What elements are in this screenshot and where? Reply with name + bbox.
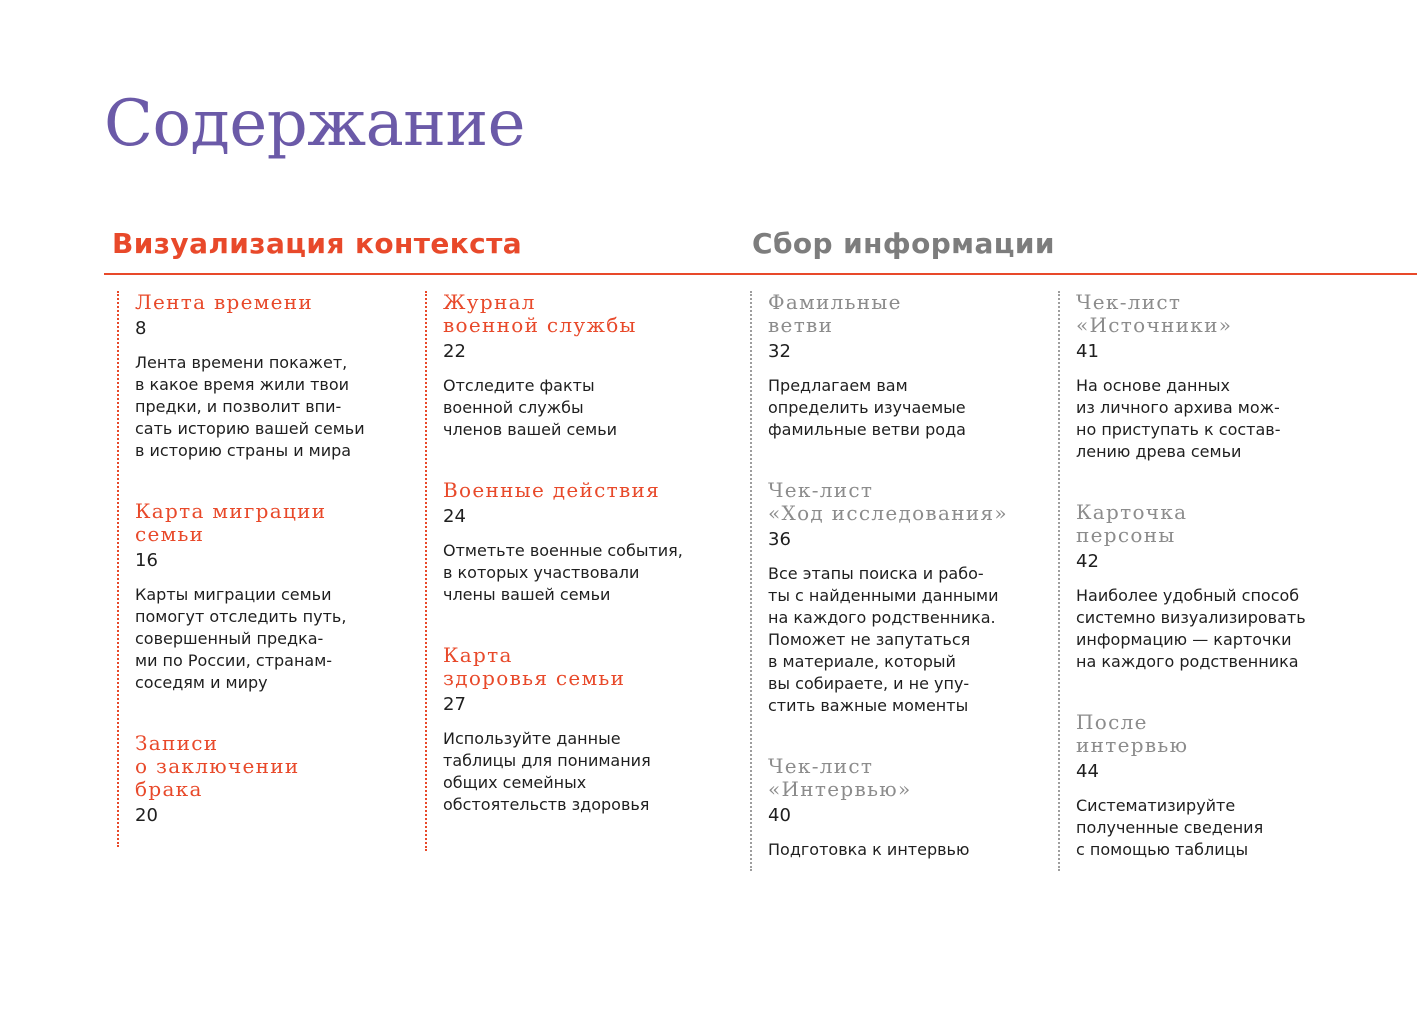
toc-column-4: [1058, 291, 1352, 871]
toc-entry-page: 40: [768, 805, 791, 826]
toc-entry-desc: Отследите факты военной службы членов вашей семьи: [443, 376, 618, 439]
toc-entry-desc: На основе данных из личного архива мож- но приступать к состав- лению древа семьи: [1076, 376, 1281, 461]
section-heading-visualization: Визуализация контекста: [112, 227, 523, 260]
section-heading-info-collection: Сбор информации: [752, 227, 1055, 260]
toc-entry-title: Фамильные ветви: [768, 290, 902, 337]
section-divider: [104, 273, 1417, 275]
toc-entry-desc: Подготовка к интервью: [768, 840, 970, 859]
toc-entry-sources-checklist[interactable]: [1076, 291, 1352, 463]
toc-entry-title: Карта здоровья семьи: [443, 643, 626, 690]
toc-entry-page: 44: [1076, 761, 1099, 782]
toc-entry-person-card[interactable]: [1076, 501, 1352, 673]
toc-column-3: [750, 291, 1044, 871]
toc-entry-title: Записи о заключении брака: [135, 731, 300, 801]
toc-entry-title: Карточка персоны: [1076, 500, 1188, 547]
toc-entry-desc: Наиболее удобный способ системно визуализировать информацию — карточки на каждого родственника: [1076, 586, 1306, 671]
toc-entry-desc: Используйте данные таблицы для понимания общих семейных обстоятельств здоровья: [443, 729, 651, 814]
toc-entry-health-map[interactable]: [443, 644, 719, 816]
toc-entry-page: 24: [443, 506, 466, 527]
toc-entry-military-journal[interactable]: [443, 291, 719, 441]
toc-column-1: [117, 291, 411, 847]
toc-entry-research-checklist[interactable]: [768, 479, 1044, 717]
toc-entry-page: 8: [135, 318, 147, 339]
toc-entry-family-branches[interactable]: [768, 291, 1044, 441]
page-title: Содержание: [104, 87, 525, 161]
toc-entry-page: 27: [443, 694, 466, 715]
toc-entry-desc: Систематизируйте полученные сведения с помощью таблицы: [1076, 796, 1264, 859]
toc-entry-after-interview[interactable]: [1076, 711, 1352, 861]
toc-entry-page: 20: [135, 805, 158, 826]
toc-entry-title: Военные действия: [443, 478, 661, 502]
toc-entry-page: 16: [135, 550, 158, 571]
toc-entry-military-actions[interactable]: [443, 479, 719, 606]
toc-entry-desc: Отметьте военные события, в которых участвовали члены вашей семьи: [443, 541, 683, 604]
toc-column-2: [425, 291, 719, 851]
toc-entry-page: 42: [1076, 551, 1099, 572]
toc-entry-title: Журнал военной службы: [443, 290, 637, 337]
toc-entry-timeline[interactable]: [135, 291, 411, 462]
toc-entry-title: Чек-лист «Источники»: [1076, 290, 1233, 337]
toc-entry-desc: Лента времени покажет, в какое время жили твои предки, и позволит впи- сать историю вашей семьи в историю страны и мира: [135, 353, 365, 460]
toc-entry-desc: Предлагаем вам определить изучаемые фамильные ветви рода: [768, 376, 966, 439]
toc-entry-title: Чек-лист «Интервью»: [768, 754, 912, 801]
toc-entry-page: 41: [1076, 341, 1099, 362]
toc-entry-marriage-records[interactable]: [135, 732, 411, 827]
toc-entry-migration-map[interactable]: [135, 500, 411, 694]
toc-entry-title: Лента времени: [135, 290, 314, 314]
toc-entry-title: Карта миграции семьи: [135, 499, 327, 546]
toc-entry-page: 32: [768, 341, 791, 362]
toc-entry-title: Чек-лист «Ход исследования»: [768, 478, 1008, 525]
toc-entry-desc: Все этапы поиска и рабо- ты с найденными данными на каждого родственника. Поможет не запутаться в материале, который вы собираете, и не упу- стить важные моменты: [768, 564, 999, 715]
toc-entry-desc: Карты миграции семьи помогут отследить путь, совершенный предка- ми по России, странам- соседям и миру: [135, 585, 347, 692]
toc-entry-title: После интервью: [1076, 710, 1189, 757]
toc-entry-interview-checklist[interactable]: [768, 755, 1044, 861]
toc-entry-page: 36: [768, 529, 791, 550]
toc-entry-page: 22: [443, 341, 466, 362]
